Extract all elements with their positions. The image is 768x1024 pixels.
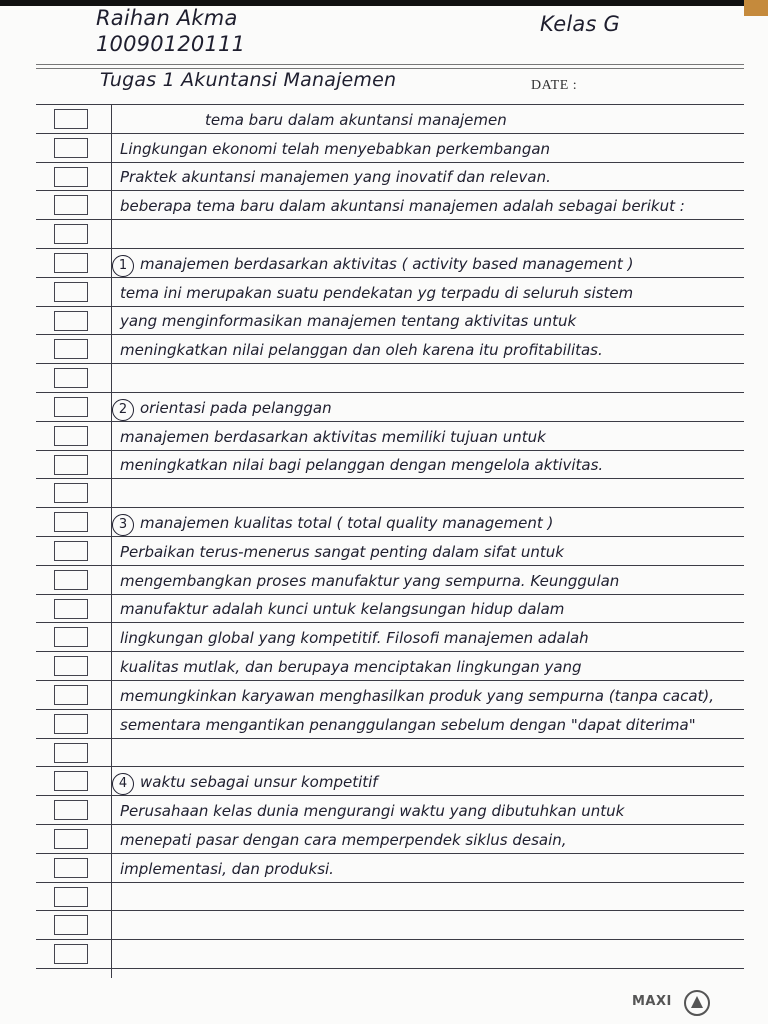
checkbox[interactable] — [54, 570, 88, 590]
body-line — [120, 860, 334, 878]
ruled-line — [36, 507, 744, 508]
body-line — [120, 687, 714, 705]
checkbox[interactable] — [54, 512, 88, 532]
ruled-line — [36, 565, 744, 566]
ruled-line — [36, 766, 744, 767]
checkbox[interactable] — [54, 426, 88, 446]
ruled-line — [36, 190, 744, 191]
class-label: Kelas G — [540, 12, 620, 36]
checkbox[interactable] — [54, 368, 88, 388]
section-number: 2 — [112, 399, 134, 421]
body-line-text: menepati pasar dengan cara memperpendek siklus desain, — [120, 831, 567, 849]
checkbox[interactable] — [54, 167, 88, 187]
body-line-text: Perbaikan terus-menerus sangat penting dalam sifat untuk — [120, 543, 564, 561]
body-line-text: Perusahaan kelas dunia mengurangi waktu yang dibutuhkan untuk — [120, 802, 625, 820]
checkbox[interactable] — [54, 800, 88, 820]
checkbox[interactable] — [54, 915, 88, 935]
body-line — [112, 773, 378, 795]
section-heading — [205, 111, 507, 129]
body-line-text: mengembangkan proses manufaktur yang sempurna. Keunggulan — [120, 572, 620, 590]
ruled-line — [36, 910, 744, 911]
ruled-line — [36, 594, 744, 595]
body-line-text: Praktek akuntansi manajemen yang inovatif dan relevan. — [120, 168, 551, 186]
body-line-text: sementara mengantikan penanggulangan sebelum dengan "dapat diterima" — [120, 716, 696, 734]
checkbox[interactable] — [54, 771, 88, 791]
checkbox[interactable] — [54, 829, 88, 849]
page-title: Tugas 1 Akuntansi Manajemen — [100, 69, 397, 91]
checkbox[interactable] — [54, 858, 88, 878]
checkbox[interactable] — [54, 541, 88, 561]
checkbox[interactable] — [54, 224, 88, 244]
body-line — [120, 716, 696, 734]
body-line — [120, 284, 633, 302]
checkbox[interactable] — [54, 944, 88, 964]
body-line — [120, 831, 567, 849]
ruled-line — [36, 680, 744, 681]
checkbox[interactable] — [54, 455, 88, 475]
section-number: 3 — [112, 514, 134, 536]
maxi-logo-icon — [684, 990, 710, 1016]
ruled-line — [36, 421, 744, 422]
body-line-text: beberapa tema baru dalam akuntansi manajemen adalah sebagai berikut : — [120, 197, 685, 215]
ruled-line — [36, 651, 744, 652]
checkbox[interactable] — [54, 714, 88, 734]
body-line-text: implementasi, dan produksi. — [120, 860, 334, 878]
body-line-text: waktu sebagai unsur kompetitif — [140, 773, 378, 791]
body-line — [120, 168, 551, 186]
ruled-line — [36, 968, 744, 969]
body-line — [120, 341, 603, 359]
body-line — [120, 658, 582, 676]
margin-line — [111, 104, 112, 978]
brand-logo-text: MAXI — [632, 994, 672, 1009]
ruled-line — [36, 334, 744, 335]
checkbox[interactable] — [54, 743, 88, 763]
checkbox[interactable] — [54, 282, 88, 302]
body-line-text: memungkinkan karyawan menghasilkan produk yang sempurna (tanpa cacat), — [120, 687, 715, 705]
ruled-line — [36, 478, 744, 479]
checkbox[interactable] — [54, 685, 88, 705]
body-line-text: meningkatkan nilai bagi pelanggan dengan mengelola aktivitas. — [120, 456, 604, 474]
body-line — [112, 514, 553, 536]
body-line — [120, 802, 624, 820]
ruled-line — [36, 277, 744, 278]
body-line-text: kualitas mutlak, dan berupaya menciptakan lingkungan yang — [120, 658, 582, 676]
ruled-line — [36, 450, 744, 451]
checkbox[interactable] — [54, 397, 88, 417]
ruled-line — [36, 133, 744, 134]
ruled-line — [36, 219, 744, 220]
ruled-line — [36, 939, 744, 940]
ruled-line — [36, 392, 744, 393]
body-line-text: manajemen berdasarkan aktivitas memiliki tujuan untuk — [120, 428, 546, 446]
ruled-line — [36, 709, 744, 710]
ruled-line — [36, 248, 744, 249]
ruled-line — [36, 104, 744, 105]
body-line — [120, 629, 589, 647]
body-line-text: orientasi pada pelanggan — [140, 399, 332, 417]
body-line-text: lingkungan global yang kompetitif. Filosofi manajemen adalah — [120, 629, 589, 647]
ruled-line — [36, 795, 744, 796]
student-id: 10090120111 — [96, 32, 246, 56]
ruled-line — [36, 738, 744, 739]
ruled-line — [36, 536, 744, 537]
body-line-text: tema baru dalam akuntansi manajemen — [205, 111, 507, 129]
section-number: 4 — [112, 773, 134, 795]
body-line — [120, 600, 564, 618]
body-line — [120, 456, 603, 474]
date-label: DATE : — [531, 78, 578, 93]
body-line-text: Lingkungan ekonomi telah menyebabkan perkembangan — [120, 140, 551, 158]
ruled-line — [36, 622, 744, 623]
section-number: 1 — [112, 255, 134, 277]
body-line-text: yang menginformasikan manajemen tentang aktivitas untuk — [120, 312, 577, 330]
body-line-text: manajemen berdasarkan aktivitas ( activity based management ) — [140, 255, 634, 273]
student-name: Raihan Akma — [96, 6, 238, 30]
checkbox[interactable] — [54, 311, 88, 331]
body-line — [112, 399, 332, 421]
checkbox[interactable] — [54, 483, 88, 503]
body-line-text: tema ini merupakan suatu pendekatan yg terpadu di seluruh sistem — [120, 284, 634, 302]
checkbox[interactable] — [54, 887, 88, 907]
ruled-line — [36, 363, 744, 364]
ruled-line — [36, 306, 744, 307]
body-line — [120, 197, 685, 215]
checkbox[interactable] — [54, 627, 88, 647]
body-line-text: manajemen kualitas total ( total quality management ) — [140, 514, 554, 532]
checkbox[interactable] — [54, 339, 88, 359]
ruled-line — [36, 882, 744, 883]
header-rule — [36, 64, 744, 65]
ruled-line — [36, 824, 744, 825]
ruled-line — [36, 162, 744, 163]
body-line — [120, 140, 550, 158]
ruled-line — [36, 853, 744, 854]
body-line — [120, 428, 546, 446]
checkbox[interactable] — [54, 253, 88, 273]
page-corner — [744, 0, 768, 16]
checkbox[interactable] — [54, 599, 88, 619]
body-line — [120, 312, 576, 330]
checkbox[interactable] — [54, 138, 88, 158]
body-line — [120, 543, 564, 561]
body-line-text: meningkatkan nilai pelanggan dan oleh karena itu profitabilitas. — [120, 341, 603, 359]
checkbox[interactable] — [54, 656, 88, 676]
checkbox[interactable] — [54, 195, 88, 215]
body-line — [112, 255, 633, 277]
body-line-text: manufaktur adalah kunci untuk kelangsungan hidup dalam — [120, 600, 565, 618]
body-line — [120, 572, 619, 590]
checkbox[interactable] — [54, 109, 88, 129]
